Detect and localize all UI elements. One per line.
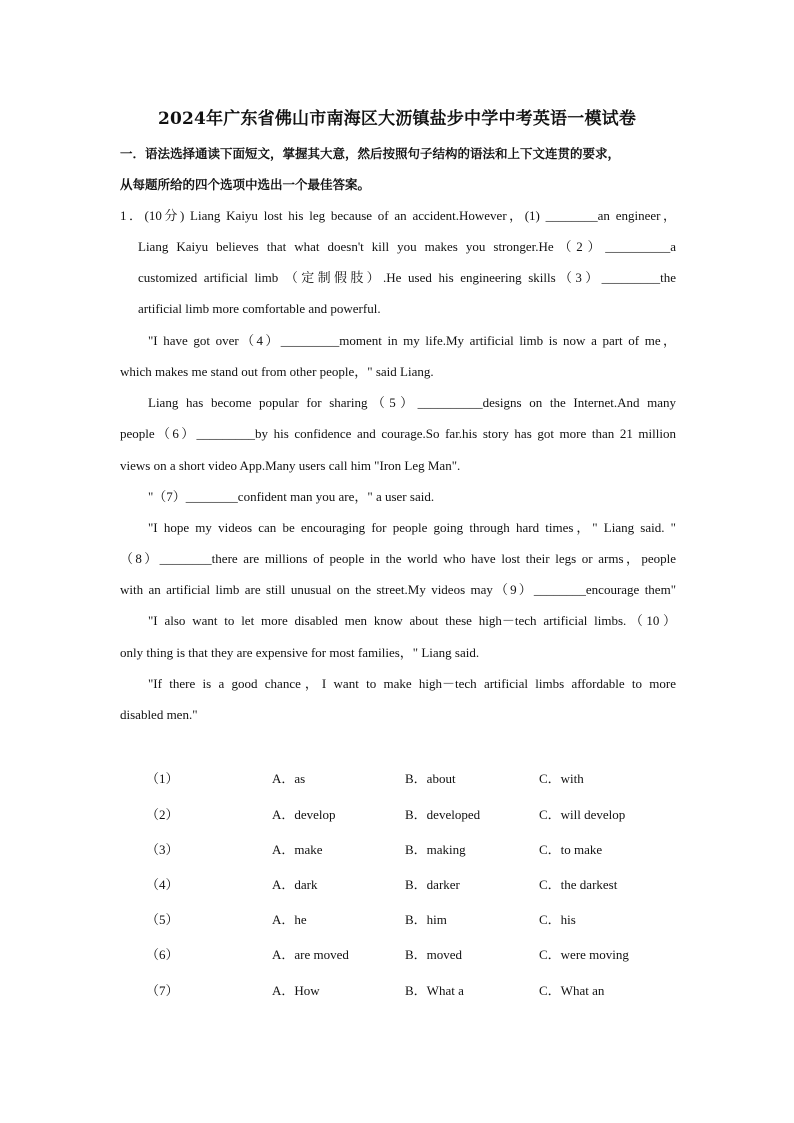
passage-line-13: with an artificial limb are still unusual on the street.My videos may（9）________encourage them" [120,582,676,597]
option-b[interactable]: B．darker [405,877,460,892]
option-b[interactable]: B．him [405,912,447,927]
option-c[interactable]: C．were moving [539,947,629,962]
option-c[interactable]: C．What an [539,983,605,998]
option-b[interactable]: B．What a [405,983,464,998]
option-a[interactable]: A．make [272,842,323,857]
option-number: （3） [146,842,179,857]
passage-line-5: "I have got over（4）_________moment in my life.My artificial limb is now a part of me， [148,333,676,348]
option-c[interactable]: C．to make [539,842,603,857]
page-title: 2024年广东省佛山市南海区大沥镇盐步中学中考英语一模试卷 [157,109,637,129]
passage-line-4: artificial limb more comfortable and powerful. [138,301,381,316]
passage-line-15: only thing is that they are expensive for most families，" Liang said. [120,645,480,660]
passage-line-7: Liang has become popular for sharing（5）__________designs on the Internet.And many [148,395,676,410]
option-c[interactable]: C．will develop [539,807,626,822]
passage-line-16: "If there is a good chance，I want to make high－tech artificial limbs affordable to more [148,676,676,691]
option-b[interactable]: B．making [405,842,466,857]
option-number: （1） [146,771,179,786]
option-c[interactable]: C．the darkest [539,877,618,892]
option-number: （5） [146,912,179,927]
passage-line-10: "（7）________confident man you are，" a user said. [148,489,435,504]
section-heading [120,138,680,200]
option-c[interactable]: C．with [539,771,584,786]
section-heading-line-1: 一．语法选择通读下面短文，掌握其大意，然后按照句子结构的语法和上下文连贯的要求， [120,146,621,161]
option-number: （7） [146,983,179,998]
passage-line-8: people（6）_________by his confidence and courage.So far.his story has got more than 21 million [120,426,676,441]
option-a[interactable]: A．How [272,983,320,998]
passage-line-2: Liang Kaiyu believes that what doesn't kill you makes you stronger.He（2）__________a [138,239,676,254]
option-b[interactable]: B．developed [405,807,481,822]
option-a[interactable]: A．as [272,771,306,786]
passage-line-1: 1．(10分) Liang Kaiyu lost his leg because of an accident.However，(1) ________an engineer， [120,208,676,223]
option-c[interactable]: C．his [539,912,576,927]
section-heading-line-2: 从每题所给的四个选项中选出一个最佳答案。 [120,177,371,192]
passage-line-11: "I hope my videos can be encouraging for people going through hard times，" Liang said. " [148,520,676,535]
option-number: （6） [146,947,179,962]
passage-line-12: （8）________there are millions of people in the world who have lost their legs or arms，people [120,551,676,566]
passage-line-9: views on a short video App.Many users call him "Iron Leg Man". [120,458,461,473]
option-number: （2） [146,807,179,822]
passage-line-17: disabled men." [120,707,198,722]
passage-line-3: customized artificial limb （定制假肢）.He used his engineering skills（3）_________the [138,270,676,285]
option-b[interactable]: B．about [405,771,456,786]
option-number: （4） [146,877,179,892]
option-a[interactable]: A．he [272,912,307,927]
option-b[interactable]: B．moved [405,947,463,962]
option-a[interactable]: A．develop [272,807,336,822]
option-a[interactable]: A．are moved [272,947,349,962]
option-a[interactable]: A．dark [272,877,318,892]
passage-line-6: which makes me stand out from other people，" said Liang. [120,364,434,379]
passage-line-14: "I also want to let more disabled men know about these high－tech artificial limbs.（10） [148,613,676,628]
